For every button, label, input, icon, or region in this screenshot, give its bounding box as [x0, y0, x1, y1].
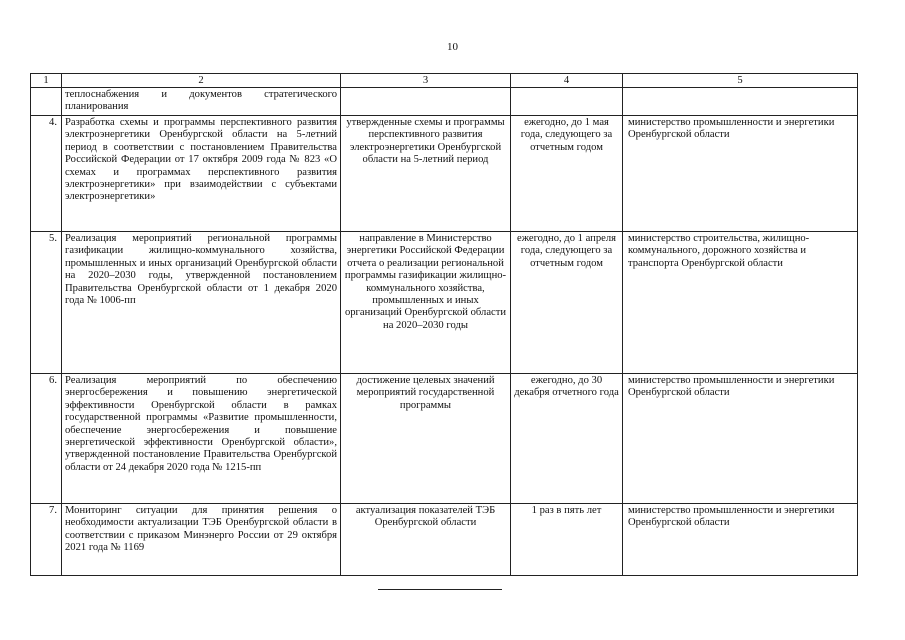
expected-result: достижение целевых значений мероприятий государственной программы	[341, 374, 511, 504]
column-number: 5	[623, 74, 858, 88]
row-number: 7.	[31, 504, 62, 576]
measure-description: теплоснабжения и документов стратегического планирования	[62, 88, 341, 116]
table-row	[31, 374, 858, 504]
expected-result: направление в Министерство энергетики Российской Федерации отчета о реализации региональной программы газификации жилищно-коммунального хозяйства, промышленных и иных организаций Оренбургской области на 2020–2030 годы	[341, 232, 511, 374]
deadline: 1 раз в пять лет	[511, 504, 623, 576]
responsible-executor: министерство промышленности и энергетики Оренбургской области	[623, 374, 858, 504]
deadline	[511, 88, 623, 116]
column-number-row	[31, 74, 858, 88]
measure-description: Мониторинг ситуации для принятия решения о необходимости актуализации ТЭБ Оренбургской области в соответствии с приказом Минэнерго России от 29 октября 2021 года № 1169	[62, 504, 341, 576]
measure-description: Разработка схемы и программы перспективного развития электроэнергетики Оренбургской области на 5-летний период в соответствии с постановлением Правительства Российской Федерации от 17 октября 2009 года № 823 «О схемах и программах перспективного развития электроэнергетики» при взаимодействии с субъектами электроэнергетики»	[62, 116, 341, 232]
responsible-executor: министерство промышленности и энергетики Оренбургской области	[623, 116, 858, 232]
deadline: ежегодно, до 1 мая года, следующего за отчетным годом	[511, 116, 623, 232]
action-plan-table	[30, 73, 858, 576]
responsible-executor	[623, 88, 858, 116]
end-of-table-rule	[378, 589, 502, 590]
column-number: 3	[341, 74, 511, 88]
table-row	[31, 116, 858, 232]
responsible-executor: министерство строительства, жилищно-коммунального, дорожного хозяйства и транспорта Оренбургской области	[623, 232, 858, 374]
column-number: 2	[62, 74, 341, 88]
measure-description: Реализация мероприятий региональной программы газификации жилищно-коммунального хозяйства, промышленных и иных организаций Оренбургской области на 2020–2030 годы, утвержденной постановлением Правительства Оренбургской области от 1 декабря 2020 года № 1006-пп	[62, 232, 341, 374]
deadline: ежегодно, до 30 декабря отчетного года	[511, 374, 623, 504]
row-number: 5.	[31, 232, 62, 374]
row-number: 4.	[31, 116, 62, 232]
row-number	[31, 88, 62, 116]
expected-result	[341, 88, 511, 116]
table-row	[31, 232, 858, 374]
column-number: 4	[511, 74, 623, 88]
table-row	[31, 88, 858, 116]
page-number: 10	[447, 41, 458, 53]
measure-description: Реализация мероприятий по обеспечению энергосбережения и повышению энергетической эффективности Оренбургской области в рамках государственной программы «Развитие промышленности, обеспечение энергосбережения и повышение энергетической эффективности Оренбургской области», утвержденной постановление Правительства Оренбургской области от 24 декабря 2020 года № 1215-пп	[62, 374, 341, 504]
table-row	[31, 504, 858, 576]
row-number: 6.	[31, 374, 62, 504]
column-number: 1	[31, 74, 62, 88]
expected-result: утвержденные схемы и программы перспективного развития электроэнергетики Оренбургской области на 5-летний период	[341, 116, 511, 232]
deadline: ежегодно, до 1 апреля года, следующего за отчетным годом	[511, 232, 623, 374]
responsible-executor: министерство промышленности и энергетики Оренбургской области	[623, 504, 858, 576]
expected-result: актуализация показателей ТЭБ Оренбургской области	[341, 504, 511, 576]
